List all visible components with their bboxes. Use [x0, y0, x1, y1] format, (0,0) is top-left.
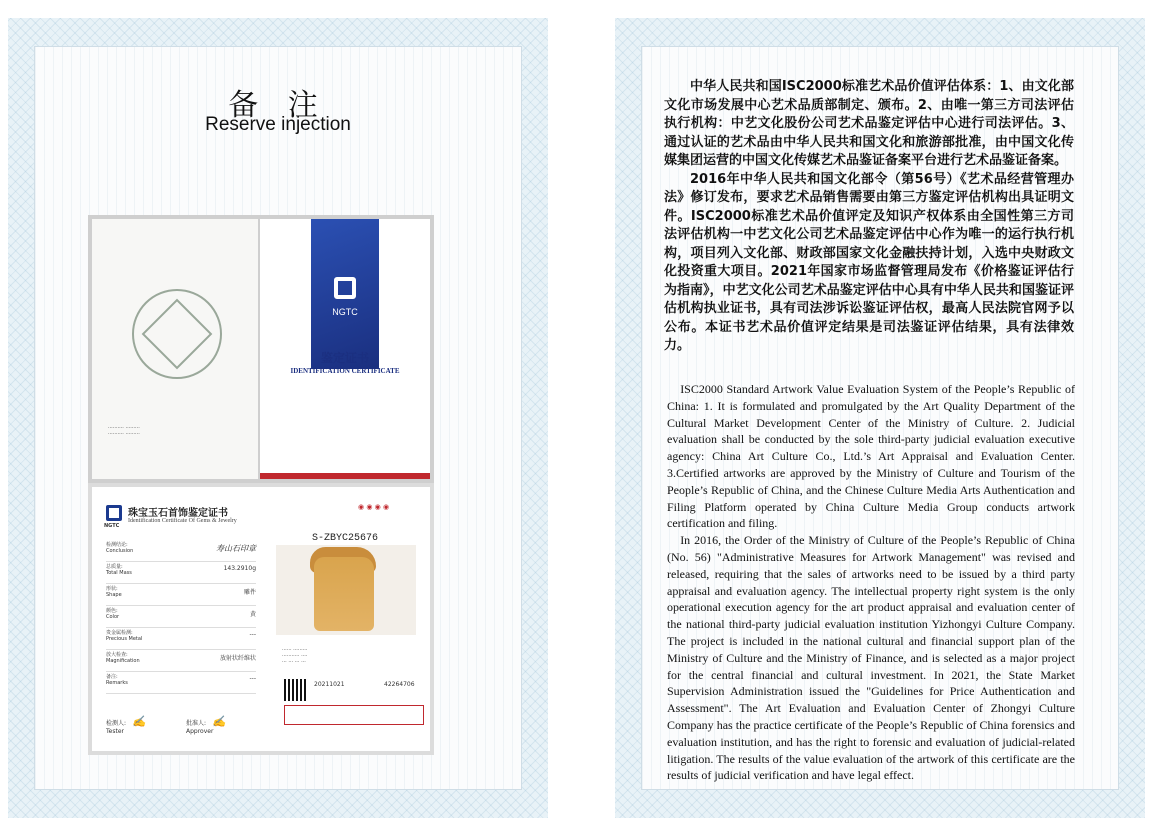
row-label-en: Magnification [106, 658, 140, 664]
row-label-en: Precious Metal [106, 636, 143, 642]
row-label-cn: 放大检查: [106, 652, 128, 658]
page-title-cn: 备 注 [228, 88, 328, 123]
ngtc-logo-text: NGTC [332, 307, 358, 317]
row-label-cn: 检测结论: [106, 542, 128, 548]
qr-code-icon [284, 679, 306, 701]
row-label-cn: 总质量: [106, 564, 123, 570]
lab-info: ······ ········· ··········· ···· ··· ··· ··· ··· [282, 647, 308, 665]
row-label-en: Color [106, 614, 120, 620]
ngtc-logo-icon [334, 277, 356, 299]
row-value: 雕件 [243, 589, 256, 596]
ngtc-small-logo-icon [106, 505, 122, 521]
approver-signature-icon: ✍ [211, 715, 226, 728]
english-text-block [667, 381, 1075, 784]
page-title-en: Reserve injection [205, 114, 351, 135]
front-cover-title-cn: 鉴定证书 [320, 351, 369, 365]
chinese-text-block [664, 78, 1074, 356]
gem-certificate-title-cn: 珠宝玉石首饰鉴定证书 [128, 508, 228, 519]
row-label-cn: 颜色: [106, 608, 118, 614]
tester-signature [106, 715, 146, 735]
detail-row [106, 583, 256, 606]
row-value: --- [249, 675, 256, 682]
gem-certificate-photo-panel [266, 487, 430, 751]
row-value: 143.2910g [223, 565, 256, 572]
front-cover-title-en: IDENTIFICATION CERTIFICATE [290, 367, 400, 375]
ngtc-small-logo-text: NGTC [104, 523, 120, 529]
gem-certificate [92, 487, 430, 751]
accreditation-marks-icon: ◉ ◉ ◉ ◉ [358, 503, 390, 511]
back-cover-address: ·········· ········· ·········· ········· [108, 425, 140, 437]
detail-row [106, 539, 256, 562]
warning-box [284, 705, 424, 725]
detail-row [106, 605, 256, 628]
row-label-cn: 贵金属检测: [106, 630, 133, 636]
en-paragraph: ISC2000 Standard Artwork Value Evaluation System of the People’s Republic of China: 1. It is formulated and promulgated by the Art Quality Department of the Cultural Market Development Center of the Ministry of Culture. 2. Judicial evaluation shall be conducted by the sole third-party judicial evaluation executive agency: China Art Culture Co., Ltd.’s Art Appraisal and Evaluation Center. 3.Certified artworks are approved by the Ministry of Culture and Tourism of the People’s Republic of China, and the Chinese Culture Media Arts Authentication and Filing Platform operated by China Culture Media Group conducts artwork certification and filing. [667, 382, 1075, 531]
row-value: 放射状纤维状 [219, 655, 256, 662]
blue-band [311, 219, 379, 369]
row-value: --- [249, 631, 256, 638]
certificate-back-cover [92, 219, 258, 479]
row-label-en: Conclusion [106, 548, 134, 554]
certificate-cover-spread [88, 215, 434, 483]
row-label-en: Total Mass [106, 570, 132, 576]
shoushan-stone-seal-image [314, 557, 374, 631]
row-value: 黄 [249, 611, 256, 618]
gem-certificate-details [92, 487, 262, 751]
approver-label-en: Approver [186, 728, 214, 735]
cn-paragraph: 中华人民共和国ISC2000标准艺术品价值评估体系：1、由文化部文化市场发展中心艺术品质部制定、颁布。2、由唯一第三方司法评估执行机构：中艺文化股份公司艺术品鉴定评估中心进行司法评估。3、通过认证的艺术品由中华人民共和国文化和旅游部批准，由中国文化传媒集团运营的中国文化传媒艺术品鉴证备案平台进行艺术品鉴证备案。 [664, 79, 1074, 168]
tester-label-en: Tester [106, 728, 124, 735]
row-value: 寿山石印章 [216, 544, 256, 553]
en-paragraph: In 2016, the Order of the Ministry of Culture of the People’s Republic of China (No. 56) "Administrative Measures for Artwork Management" was revised and released, requiring that the sales of artworks need to be issued by a third party appraisal and evaluation agency. The intellectual property right system is the only operational execution agency for the art product appraisal and evaluation center of the national third-party judicial evaluation institution Yizhongyi Culture Company. The project is included in the national cultural and financial support plan of the Ministry of Culture and the Ministry of Finance, and is selected as a major project for the central financial and cultural investment. In 2021, the State Market Supervision Administration issued the "Guidelines for Price Authentication and Assessment". The Art Evaluation and Evaluation Center of Zhongyi Culture Company has the practice certificate of the People’s Republic of China forensics and evaluation institution, and has the right to forensic and evaluation of judicial-related litigation. The results of the value evaluation of the artwork of this certificate are the results of judicial verification and have legal effect. [667, 533, 1075, 783]
detail-row [106, 649, 256, 672]
certificate-photo [88, 215, 434, 755]
certificate-number: S-ZBYC25676 [312, 533, 379, 544]
tester-signature-icon: ✍ [131, 715, 146, 728]
detail-row [106, 627, 256, 650]
certificate-front-cover [260, 219, 430, 479]
certificate-date: 20211021 [314, 681, 345, 688]
front-cover-red-bar [260, 473, 430, 479]
tester-label: 检测人: [106, 720, 127, 727]
gem-certificate-title-en: Identification Certificate Of Gems & Jewelry [128, 518, 237, 524]
approver-label: 批准人: [186, 720, 207, 727]
certificate-serial: 42264706 [384, 681, 415, 688]
cn-paragraph: 2016年中华人民共和国文化部令（第56号）《艺术品经营管理办法》修订发布，要求艺术品销售需要由第三方鉴定评估机构出具证明文件。ISC2000标准艺术品价值评定及知识产权体系由全国性第三方司法评估机构一中艺文化公司艺术品鉴定评估中心作为唯一的运行执行机构，项目列入文化部、财政部国家文化金融扶持计划，入选中央财政文化投资重大项目。2021年国家市场监督管理局发布《价格鉴证评估行为指南》，中艺文化公司艺术品鉴定评估中心具有中华人民共和国鉴证评估机构执业证书，具有司法涉诉讼鉴证评估权，最高人民法院官网予以公布。本证书艺术品价值评定结果是司法鉴证评估结果，具有法律效力。 [664, 171, 1074, 353]
row-label-cn: 备注: [106, 674, 118, 680]
detail-row [106, 671, 256, 694]
row-label-en: Remarks [106, 680, 128, 686]
approver-signature [186, 715, 226, 735]
row-label-cn: 形状: [106, 586, 118, 592]
row-label-en: Shape [106, 592, 122, 598]
detail-row [106, 561, 256, 584]
ngtc-seal-icon [132, 289, 222, 379]
